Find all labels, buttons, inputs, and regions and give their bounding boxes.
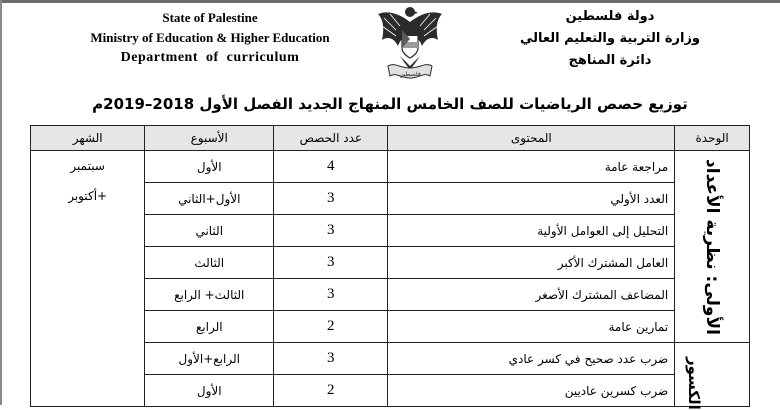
month-label-1: سبتمبر	[70, 159, 105, 173]
week-cell: الثالث	[145, 247, 274, 279]
emblem-caption: فلسطين	[399, 71, 421, 78]
english-department: Department of curriculum	[120, 50, 300, 65]
content-cell: مراجعة عامة	[388, 151, 675, 183]
content-cell: تمارين عامة	[388, 311, 675, 343]
arabic-state: دولة فلسطين	[565, 9, 655, 24]
english-state: State of Palestine	[162, 10, 258, 25]
left-border	[0, 0, 2, 405]
count-cell: 3	[274, 279, 388, 311]
month-label-2: +أكتوبر	[68, 189, 108, 203]
header-month: الشهر	[31, 126, 145, 151]
week-cell: الأول+الثاني	[145, 183, 274, 215]
header-count: عدد الحصص	[274, 126, 388, 151]
count-cell: 2	[274, 375, 388, 407]
unit-cell-2	[675, 343, 750, 410]
content-cell: ضرب كسرين عاديين	[388, 375, 675, 407]
english-ministry: Ministry of Education & Higher Education	[90, 30, 330, 45]
header-week: الأسبوع	[145, 126, 274, 151]
arabic-ministry: وزارة التربية والتعليم العالي	[519, 31, 701, 46]
week-cell: الثاني	[145, 215, 274, 247]
count-cell: 4	[274, 151, 388, 183]
arabic-department: دائرة المناهج	[568, 53, 652, 68]
table-row	[31, 151, 750, 183]
unit-label-2: الكسور	[685, 357, 704, 410]
header-content: المحتوى	[388, 126, 675, 151]
content-cell: العدد الأولي	[388, 183, 675, 215]
english-header	[60, 8, 360, 68]
content-cell: التحليل إلى العوامل الأولية	[388, 215, 675, 247]
week-cell: الأول	[145, 151, 274, 183]
count-cell: 3	[274, 247, 388, 279]
arabic-header	[500, 6, 720, 72]
week-cell: الرابع	[145, 311, 274, 343]
week-cell: الثالث+ الرابع	[145, 279, 274, 311]
count-cell: 3	[274, 183, 388, 215]
unit-label-1: الأولى: نظرية الأعداد	[702, 158, 723, 335]
header-unit: الوحدة	[675, 126, 750, 151]
schedule-table	[30, 125, 750, 410]
content-cell: ضرب عدد صحيح في كسر عادي	[388, 343, 675, 375]
table-header-row	[31, 126, 750, 151]
unit-cell-1	[675, 151, 750, 343]
week-cell: الأول	[145, 375, 274, 407]
month-cell	[31, 151, 145, 407]
week-cell: الرابع+الأول	[145, 343, 274, 375]
content-cell: العامل المشترك الأكبر	[388, 247, 675, 279]
content-cell: المضاعف المشترك الأصغر	[388, 279, 675, 311]
count-cell: 3	[274, 343, 388, 375]
palestine-eagle-emblem-icon	[370, 0, 450, 85]
document-title: توزيع حصص الرياضيات للصف الخامس المنهاج الجديد الفصل الأول 2018–2019م	[92, 95, 688, 113]
count-cell: 2	[274, 311, 388, 343]
count-cell: 3	[274, 215, 388, 247]
